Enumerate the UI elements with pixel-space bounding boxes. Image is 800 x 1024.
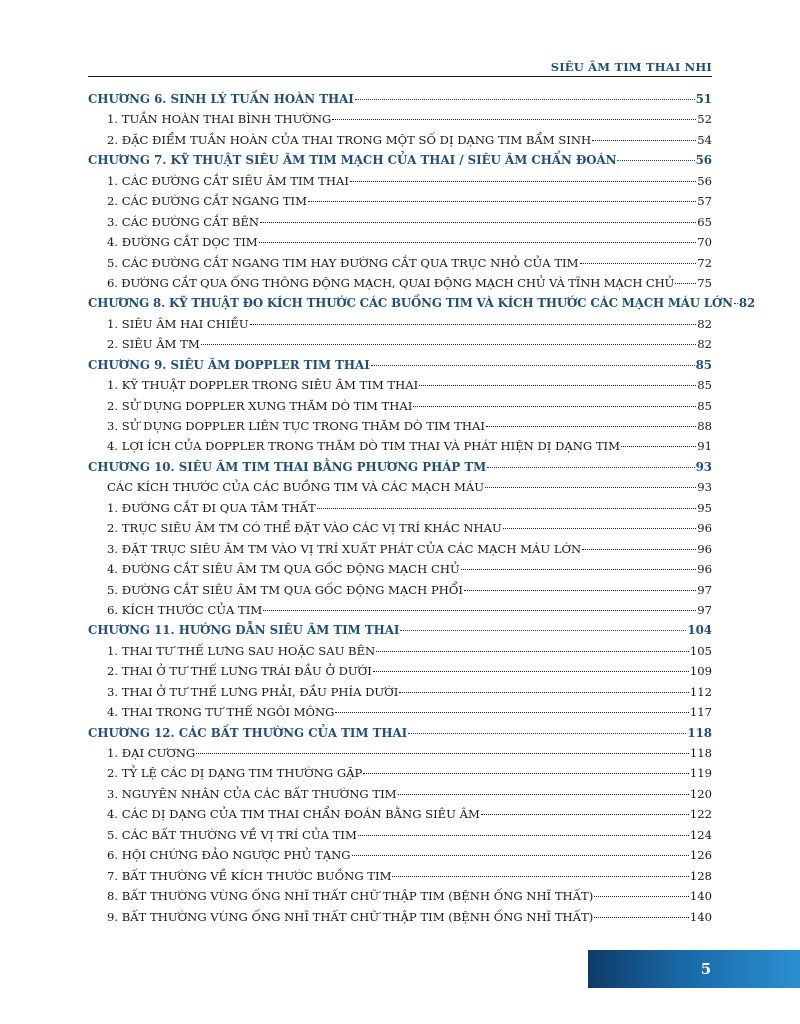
toc-entry-title: 6. ĐƯỜNG CẮT QUA ỐNG THÔNG ĐỘNG MẠCH, QUAI ĐỘNG MẠCH CHỦ VÀ TĨNH MẠCH CHỦ <box>107 275 675 290</box>
toc-entry-title: 5. CÁC ĐƯỜNG CẮT NGANG TIM HAY ĐƯỜNG CẮT QUA TRỤC NHỎ CỦA TIM <box>107 255 579 270</box>
toc-section-entry[interactable] <box>88 212 712 232</box>
toc-entry-title: 1. KỸ THUẬT DOPPLER TRONG SIÊU ÂM TIM THAI <box>107 378 419 393</box>
toc-section-entry[interactable] <box>88 334 712 354</box>
toc-entry-title: 2. ĐẶC ĐIỂM TUẦN HOÀN CỦA THAI TRONG MỘT SỐ DỊ DẠNG TIM BẨM SINH <box>107 132 592 147</box>
toc-entry-title: 4. LỢI ÍCH CỦA DOPPLER TRONG THĂM DÒ TIM THAI VÀ PHÁT HIỆN DỊ DẠNG TIM <box>107 439 621 454</box>
dot-leader <box>355 99 695 100</box>
dot-leader <box>352 855 689 856</box>
toc-section-entry[interactable] <box>88 559 712 579</box>
toc-entry-page: 120 <box>689 786 712 801</box>
toc-entry-page: 104 <box>687 623 712 638</box>
toc-entry-page: 85 <box>697 378 712 393</box>
toc-entry-title: CÁC KÍCH THƯỚC CỦA CÁC BUỒNG TIM VÀ CÁC MẠCH MÁU <box>107 480 485 495</box>
toc-entry-title: 1. SIÊU ÂM HAI CHIỀU <box>107 316 249 331</box>
toc-section-entry[interactable] <box>88 518 712 538</box>
toc-entry-title: 2. SỬ DỤNG DOPPLER XUNG THĂM DÒ TIM THAI <box>107 398 413 413</box>
toc-section-entry[interactable] <box>88 682 712 702</box>
toc-entry-page: 126 <box>689 848 712 863</box>
toc-entry-title: CHƯƠNG 6. SINH LÝ TUẦN HOÀN THAI <box>88 92 354 106</box>
toc-entry-page: 56 <box>695 153 712 168</box>
toc-entry-title: 6. HỘI CHỨNG ĐẢO NGƯỢC PHỦ TẠNG <box>107 848 351 863</box>
dot-leader <box>675 283 696 284</box>
toc-section-entry[interactable] <box>88 845 712 865</box>
running-header-title: SIÊU ÂM TIM THAI NHI <box>550 60 712 74</box>
toc-section-entry[interactable] <box>88 191 712 211</box>
dot-leader <box>363 773 689 774</box>
dot-leader <box>308 201 696 202</box>
page-number: 5 <box>700 960 712 978</box>
dot-leader <box>481 814 689 815</box>
toc-entry-title: CHƯƠNG 7. KỸ THUẬT SIÊU ÂM TIM MẠCH CỦA THAI / SIÊU ÂM CHẨN ĐOÁN <box>88 153 617 168</box>
toc-section-entry[interactable] <box>88 273 712 293</box>
dot-leader <box>399 692 689 693</box>
toc-section-entry[interactable] <box>88 784 712 804</box>
toc-section-entry[interactable] <box>88 886 712 906</box>
toc-entry-title: 4. CÁC DỊ DẠNG CỦA TIM THAI CHẨN ĐOÁN BẰNG SIÊU ÂM <box>107 807 480 822</box>
toc-entry-page: 97 <box>697 602 712 617</box>
toc-section-entry[interactable] <box>88 498 712 518</box>
toc-entry-page: 117 <box>689 705 712 720</box>
toc-entry-page: 82 <box>738 296 756 311</box>
dot-leader <box>373 671 689 672</box>
dot-leader <box>371 365 695 366</box>
dot-leader <box>461 569 697 570</box>
toc-entry-page: 128 <box>689 868 712 883</box>
toc-entry-title: CHƯƠNG 10. SIÊU ÂM TIM THAI BẰNG PHƯƠNG PHÁP TM <box>88 459 487 474</box>
toc-section-entry[interactable] <box>88 375 712 395</box>
toc-entry-page: 119 <box>689 766 712 781</box>
dot-leader <box>594 917 689 918</box>
dot-leader <box>400 630 686 631</box>
toc-entry-page: 96 <box>697 541 712 556</box>
dot-leader <box>582 549 696 550</box>
toc-entry-page: 91 <box>697 439 712 454</box>
toc-entry-title: 2. SIÊU ÂM TM <box>107 337 200 352</box>
toc-entry-title: 1. TUẦN HOÀN THAI BÌNH THƯỜNG <box>107 112 332 127</box>
dot-leader <box>580 263 697 264</box>
toc-section-entry[interactable] <box>88 539 712 559</box>
toc-chapter-entry[interactable] <box>88 150 712 170</box>
dot-leader <box>250 324 697 325</box>
toc-section-entry[interactable] <box>88 702 712 722</box>
toc-entry-title: 3. SỬ DỤNG DOPPLER LIÊN TỤC TRONG THĂM DÒ TIM THAI <box>107 419 485 433</box>
dot-leader <box>413 406 696 407</box>
toc-chapter-entry[interactable] <box>88 355 712 375</box>
dot-leader <box>419 385 696 386</box>
toc-entry-title: 2. CÁC ĐƯỜNG CẮT NGANG TIM <box>107 194 307 209</box>
toc-entry-page: 85 <box>697 398 712 413</box>
dot-leader <box>486 426 696 427</box>
toc-entry-page: 140 <box>689 909 712 924</box>
toc-entry-page: 82 <box>697 337 712 352</box>
toc-chapter-entry[interactable] <box>88 89 712 109</box>
toc-entry-title: 2. TRỤC SIÊU ÂM TM CÓ THỂ ĐẶT VÀO CÁC VỊ TRÍ KHÁC NHAU <box>107 521 502 536</box>
toc-entry-title: CHƯƠNG 9. SIÊU ÂM DOPPLER TIM THAI <box>88 357 370 372</box>
toc-chapter-entry[interactable] <box>88 620 712 640</box>
dot-leader <box>392 876 688 877</box>
dot-leader <box>263 610 696 611</box>
toc-section-entry[interactable] <box>88 253 712 273</box>
toc-entry-title: 3. CÁC ĐƯỜNG CẮT BÊN <box>107 214 260 229</box>
toc-entry-page: 93 <box>695 459 712 474</box>
dot-leader <box>617 160 694 161</box>
toc-chapter-entry[interactable] <box>88 293 756 313</box>
toc-entry-page: 97 <box>697 582 712 597</box>
toc-entry-title: 7. BẤT THƯỜNG VỀ KÍCH THƯỚC BUỒNG TIM <box>107 868 392 883</box>
dot-leader <box>594 896 689 897</box>
toc-entry-page: 109 <box>689 664 712 679</box>
toc-section-entry[interactable] <box>88 600 712 620</box>
toc-entry-title: 4. THAI TRONG TƯ THẾ NGÔI MÔNG <box>107 705 335 720</box>
dot-leader <box>335 712 688 713</box>
dot-leader <box>201 344 697 345</box>
toc-entry-title: 6. KÍCH THƯỚC CỦA TIM <box>107 602 263 617</box>
toc-section-entry[interactable] <box>88 232 712 252</box>
toc-entry-page: 118 <box>689 746 712 760</box>
dot-leader <box>332 119 696 120</box>
toc-entry-page: 75 <box>697 275 712 290</box>
toc-entry-page: 122 <box>689 807 712 822</box>
toc-entry-title: 1. CÁC ĐƯỜNG CẮT SIÊU ÂM TIM THAI <box>107 173 349 188</box>
dot-leader <box>260 222 696 223</box>
toc-section-entry[interactable] <box>88 477 712 497</box>
toc-entry-page: 124 <box>689 827 712 842</box>
toc-entry-page: 95 <box>697 500 712 515</box>
toc-entry-page: 118 <box>687 725 712 740</box>
toc-entry-title: 5. CÁC BẤT THƯỜNG VỀ VỊ TRÍ CỦA TIM <box>107 827 357 842</box>
dot-leader <box>398 794 689 795</box>
toc-entry-title: 4. ĐƯỜNG CẮT DỌC TIM <box>107 235 258 250</box>
dot-leader <box>358 835 689 836</box>
toc-entry-page: 112 <box>689 684 712 699</box>
toc-entry-page: 96 <box>697 521 712 536</box>
dot-leader <box>621 446 696 447</box>
toc-section-entry[interactable] <box>88 661 712 681</box>
toc-entry-page: 85 <box>695 357 712 372</box>
toc-section-entry[interactable] <box>88 907 712 927</box>
dot-leader <box>350 181 696 182</box>
toc-section-entry[interactable] <box>88 580 712 600</box>
toc-entry-page: 88 <box>697 419 712 433</box>
toc-entry-title: 4. ĐƯỜNG CẮT SIÊU ÂM TM QUA GỐC ĐỘNG MẠCH CHỦ <box>107 562 460 577</box>
toc-section-entry[interactable] <box>88 171 712 191</box>
header-rule <box>88 76 712 77</box>
dot-leader <box>734 303 738 304</box>
toc-section-entry[interactable] <box>88 416 712 436</box>
toc-entry-title: 2. THAI Ở TƯ THẾ LƯNG TRÁI ĐẦU Ở DƯỚI <box>107 664 372 679</box>
toc-section-entry[interactable] <box>88 436 712 456</box>
dot-leader <box>503 528 696 529</box>
toc-section-entry[interactable] <box>88 130 712 150</box>
toc-section-entry[interactable] <box>88 314 712 334</box>
toc-entry-page: 52 <box>697 112 712 127</box>
dot-leader <box>259 242 697 243</box>
toc-entry-page: 56 <box>697 173 712 188</box>
toc-section-entry[interactable] <box>88 804 712 824</box>
toc-entry-page: 57 <box>697 194 712 209</box>
toc-entry-title: 9. BẤT THƯỜNG VÙNG ỐNG NHĨ THẤT CHỮ THẬP TIM (BỆNH ỐNG NHĨ THẤT) <box>107 909 594 924</box>
toc-entry-title: 3. THAI Ở TƯ THẾ LƯNG PHẢI, ĐẦU PHÍA DƯỚI <box>107 684 399 699</box>
toc-entry-page: 72 <box>697 255 712 270</box>
toc-entry-page: 51 <box>695 92 712 106</box>
toc-section-entry[interactable] <box>88 825 712 845</box>
dot-leader <box>376 651 689 652</box>
toc-entry-title: 8. BẤT THƯỜNG VÙNG ỐNG NHĨ THẤT CHỮ THẬP TIM (BỆNH ỐNG NHĨ THẤT) <box>107 889 594 904</box>
toc-entry-page: 93 <box>697 480 712 495</box>
dot-leader <box>408 733 686 734</box>
dot-leader <box>485 487 696 488</box>
toc-entry-title: 1. ĐƯỜNG CẮT ĐI QUA TÂM THẤT <box>107 500 316 515</box>
dot-leader <box>464 590 696 591</box>
toc-entry-title: CHƯƠNG 12. CÁC BẤT THƯỜNG CỦA TIM THAI <box>88 725 408 740</box>
toc-section-entry[interactable] <box>88 641 712 661</box>
dot-leader <box>592 140 696 141</box>
toc-entry-title: 1. ĐẠI CƯƠNG <box>107 746 196 760</box>
toc-entry-page: 65 <box>697 214 712 229</box>
toc-entry-page: 82 <box>697 316 712 331</box>
toc-entry-title: CHƯƠNG 8. KỸ THUẬT ĐO KÍCH THƯỚC CÁC BUỒNG TIM VÀ KÍCH THƯỚC CÁC MẠCH MÁU LỚN <box>88 296 733 311</box>
dot-leader <box>487 467 694 468</box>
toc-entry-title: 1. THAI TƯ THẾ LƯNG SAU HOẶC SAU BÊN <box>107 643 376 658</box>
toc-entry-page: 70 <box>697 235 712 250</box>
toc-entry-title: 3. NGUYÊN NHÂN CỦA CÁC BẤT THƯỜNG TIM <box>107 786 397 801</box>
toc-section-entry[interactable] <box>88 866 712 886</box>
toc-entry-title: 5. ĐƯỜNG CẮT SIÊU ÂM TM QUA GỐC ĐỘNG MẠCH PHỔI <box>107 582 463 597</box>
toc-section-entry[interactable] <box>88 109 712 129</box>
toc-section-entry[interactable] <box>88 396 712 416</box>
toc-section-entry[interactable] <box>88 763 712 783</box>
dot-leader <box>317 508 697 509</box>
toc-entry-title: 3. ĐẶT TRỤC SIÊU ÂM TM VÀO VỊ TRÍ XUẤT PHÁT CỦA CÁC MẠCH MÁU LỚN <box>107 541 582 556</box>
dot-leader <box>196 753 689 754</box>
toc-section-entry[interactable] <box>88 743 712 763</box>
toc-entry-page: 96 <box>697 562 712 577</box>
table-of-contents <box>88 89 756 927</box>
toc-entry-title: CHƯƠNG 11. HƯỚNG DẪN SIÊU ÂM TIM THAI <box>88 623 400 638</box>
toc-entry-page: 140 <box>689 889 712 904</box>
toc-entry-page: 54 <box>697 132 712 147</box>
toc-chapter-entry[interactable] <box>88 457 712 477</box>
toc-chapter-entry[interactable] <box>88 723 712 743</box>
toc-entry-title: 2. TỶ LỆ CÁC DỊ DẠNG TIM THƯỜNG GẶP <box>107 766 363 781</box>
toc-entry-page: 105 <box>689 643 712 658</box>
